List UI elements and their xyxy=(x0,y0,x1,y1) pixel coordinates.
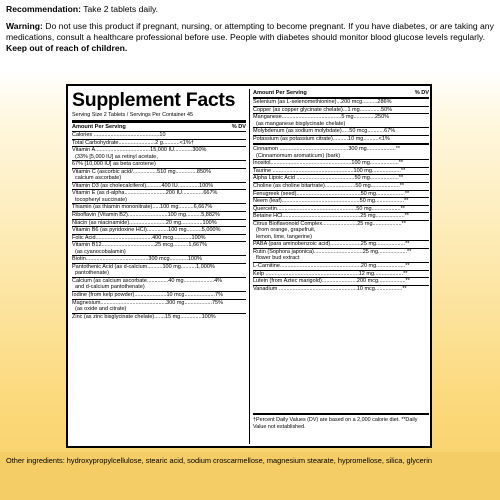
nutrient-row: Vitamin C (ascorbic acid/................510 mg..............850% xyxy=(72,168,246,176)
recommendation-label: Recommendation: xyxy=(6,4,81,14)
footnote-dv-not-established: **Daily Value not established. xyxy=(253,417,418,430)
nutrient-row-continuation: lemon, lime, tangerine) xyxy=(256,233,312,240)
right-amount-header: Amount Per Serving xyxy=(253,90,307,96)
nutrient-row: Taurine .....................................................100 mg...................** xyxy=(253,167,429,175)
left-nutrient-list xyxy=(72,132,246,320)
nutrient-row: Potassium (as potassium citrate)..........10 mg..........<1% xyxy=(253,135,429,143)
supplement-facts-panel xyxy=(66,84,432,448)
column-divider xyxy=(249,89,250,444)
nutrient-row: Folic Acid.....................................400 mcg............100% xyxy=(72,234,246,242)
warning-text: Do not use this product if pregnant, nursing, or attempting to become pregnant. If you have diabetes, or are taking any medications, consult a healthcare professional before use. People with diabetes should monitor blood glucose levels regularly. xyxy=(6,21,494,42)
nutrient-row: Vitamin E (as d-alpha...........................200 IU..............667% xyxy=(72,189,246,197)
nutrient-row: PABA (para aminobenzoic acid)....................25 mg...................** xyxy=(253,240,429,248)
nutrient-row-continuation: calcium ascorbate) xyxy=(75,175,122,182)
nutrient-row: 67% [10,000 IU] as beta carotene) xyxy=(72,160,246,168)
dv-footnote xyxy=(253,413,429,430)
nutrient-row: Molybdenum (as sodium molybdate).....50 mcg...........67% xyxy=(253,127,429,135)
nutrient-row: Vitamin B12...................................25 mcg..........1,667% xyxy=(72,241,246,249)
nutrient-row: L-Carnitine.....................................................20 mg...................** xyxy=(253,262,429,270)
nutrient-row: Kelp .............................................................12 mg...................** xyxy=(253,270,429,278)
facts-title: Supplement Facts xyxy=(72,89,236,111)
nutrient-row: Inositol.....................................................100 mg...................** xyxy=(253,159,429,167)
right-dv-header: % DV xyxy=(414,90,429,96)
nutrient-row: Citrus Bioflavonoid Complex.......................25 mg...................** xyxy=(253,220,429,228)
nutrient-row: Manganese.......................................5 mg..............250% xyxy=(253,113,429,121)
recommendation-text: Take 2 tablets daily. xyxy=(80,4,159,14)
nutrient-row-continuation: tocopheryl succinate) xyxy=(75,196,127,203)
serving-info: Serving Size 2 Tablets / Servings Per Container 45 xyxy=(72,111,246,123)
nutrient-row: Calcium (as calcium ascorbate..............40 mg....................4% xyxy=(72,277,246,285)
nutrient-row-continuation: (as manganese bisglycinate chelate) xyxy=(256,120,346,127)
nutrient-row: Vanadium ...................................................10 mcg..................** xyxy=(253,285,429,293)
facts-right-column xyxy=(253,89,429,292)
nutrient-row-continuation: and d-calcium pantothenate) xyxy=(75,284,145,291)
nutrient-row: Thiamin (as thiamin mononitrate).....100 mg..........6,667% xyxy=(72,203,246,211)
nutrient-row: Copper (as copper glycinate chelate)...1 mg..............50% xyxy=(253,106,429,114)
nutrient-row-continuation: (as cyanocobalamin) xyxy=(75,248,126,255)
nutrient-row: Vitamin B6 (as pyridoxine HCl)..............100 mg..........5,000% xyxy=(72,226,246,234)
nutrient-row: Lutein (from Aztec marigold).......................200 mcg..................** xyxy=(253,277,429,285)
nutrient-row-continuation: (as oxide and citrate) xyxy=(75,306,127,313)
right-column-header xyxy=(253,89,429,99)
nutrient-row: Niacin (as niacinamide)........................20 mg..............100% xyxy=(72,219,246,227)
nutrient-row: Pantothenic Acid (as d-calcium..........100 mg..........1,000% xyxy=(72,263,246,271)
nutrient-row: Quercetin....................................................50 mg...................** xyxy=(253,205,429,213)
directions-block xyxy=(6,4,494,60)
nutrient-row-continuation: flower bud extract xyxy=(256,255,300,262)
nutrient-row: Iodine (from kelp powder).....................10 mcg....................7% xyxy=(72,291,246,299)
nutrient-row: Total Carbohydrate........................2 g...........<1%† xyxy=(72,139,246,147)
nutrient-row: Magnesium...........................................300 mg..................75% xyxy=(72,299,246,307)
left-column-header xyxy=(72,123,246,132)
recommendation-line xyxy=(6,4,494,15)
nutrient-row: Riboflavin (Vitamin B2)..........................100 mg..........5,882% xyxy=(72,211,246,219)
nutrient-row: Cinnamon .............................................300 mg...................** xyxy=(253,143,429,153)
warning-label: Warning: xyxy=(6,21,43,31)
nutrient-row: Zinc (as zinc bisglycinate chelate).......15 mg..............100% xyxy=(72,313,246,321)
nutrient-row: Rutin (Sophora japonica)................................25 mg...................** xyxy=(253,248,429,256)
nutrient-row: Choline (as choline bitartrate)....................50 mg...................** xyxy=(253,182,429,190)
nutrient-row-continuation: (from orange, grapefruit, xyxy=(256,227,316,234)
amount-header: Amount Per Serving xyxy=(72,124,126,130)
dv-header: % DV xyxy=(231,124,246,130)
nutrient-row: Biotin.........................................300 mcg............100% xyxy=(72,255,246,263)
nutrient-row-continuation: (Cinnamomum aromaticum) (bark) xyxy=(256,152,341,159)
nutrient-row-continuation: (33% [5,000 IU] as retinyl acetate, xyxy=(75,153,158,160)
footnote-percent-dv: †Percent Daily Values (DV) are based on a 2,000 calorie diet. xyxy=(253,417,400,423)
nutrient-row: Alpha Lipoic Acid ......................................50 mg...................** xyxy=(253,174,429,182)
nutrient-row: Selenium (as L-selenomethionine)...200 mcg..........286% xyxy=(253,99,392,105)
nutrient-row: Neem (leaf)...................................................50 mg...................** xyxy=(253,197,429,205)
other-ingredients: Other ingredients: hydroxypropylcellulose, stearic acid, sodium croscarmellose, magnesium stearate, hypromellose, silica, glycerin xyxy=(6,456,432,465)
nutrient-row: Fenugreek (seed)..........................................50 mg...................** xyxy=(253,190,429,198)
warning-line xyxy=(6,21,494,54)
facts-left-column xyxy=(72,89,246,320)
nutrient-row: Vitamin D3 (as cholecalciferol)..........400 IU..............100% xyxy=(72,182,246,190)
right-mineral-list xyxy=(253,99,429,142)
nutrient-row: Vitamin A....................................15,000 IU............300% xyxy=(72,146,246,154)
nutrient-row: Betaine HCl...................................................25 mg...................** xyxy=(253,212,429,220)
right-other-list xyxy=(253,143,429,292)
nutrient-row: Calories ...........................................10 xyxy=(72,132,166,138)
warning-bold-tail: Keep out of reach of children. xyxy=(6,43,128,53)
nutrient-row-continuation: pantothenate) xyxy=(75,270,109,277)
